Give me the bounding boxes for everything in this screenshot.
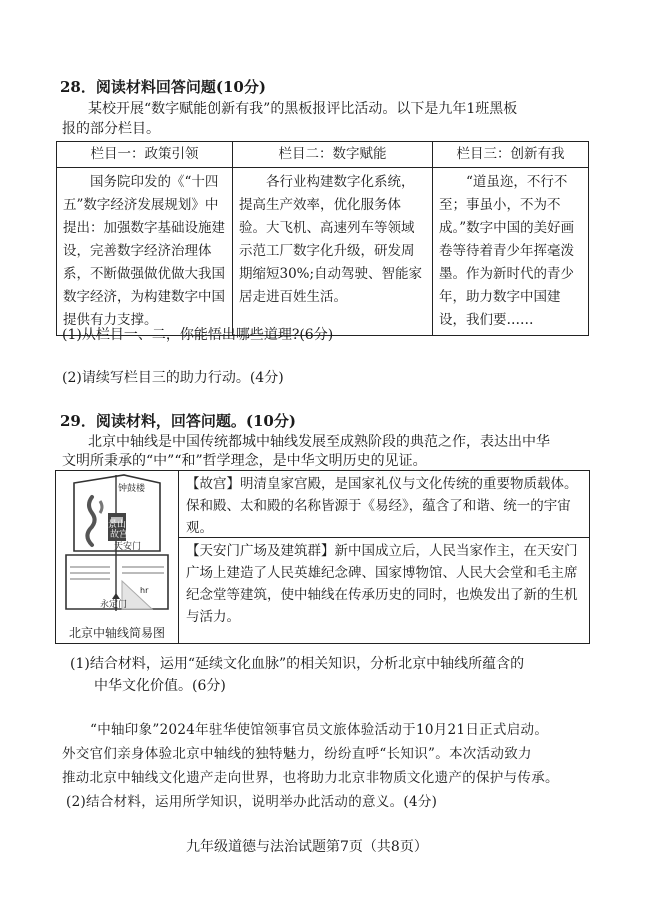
column-header-digital: 栏目二：数字赋能	[233, 142, 433, 168]
q29-sub2: (2)结合材料，运用所学知识，说明举办此活动的意义。(4分)	[66, 794, 438, 810]
q29-sub1-line1: (1)结合材料，运用“延续文化血脉”的相关知识，分析北京中轴线所蕴含的	[70, 656, 525, 672]
q29-title: 29．阅读材料，回答问题。(10分)	[60, 412, 296, 430]
q29-para-line3: 推动北京中轴线文化遗产走向世界，也将助力北京非物质文化遗产的保护与传承。	[62, 770, 559, 786]
axis-map-image	[56, 471, 178, 621]
tiananmen-info	[178, 538, 589, 643]
q29-intro-line1: 北京中轴线是中国传统都城中轴线发展至成熟阶段的典范之作，表达出中华	[88, 434, 550, 450]
q28-intro-line1: 某校开展“数字赋能创新有我”的黑板报评比活动。以下是九年1班黑板	[88, 101, 518, 117]
q29-material-box	[55, 470, 590, 644]
map-caption: 北京中轴线简易图	[68, 626, 165, 640]
column-header-policy: 栏目一：政策引领	[57, 142, 233, 168]
map-label-hr: hr	[140, 586, 149, 595]
map-label-tiananmen: 天安门	[114, 542, 142, 552]
forbidden-city-text: 【故宫】明清皇家宫殿，是国家礼仪与文化传统的重要物质载体。保和殿、太和殿的名称皆源于《易经》，蕴含了和谐、统一的宇宙观。	[186, 476, 578, 536]
column-text-digital: 各行业构建数字化系统，提高生产效率，优化服务体验。大飞机、高速列车等领域示范工厂数字化升级，研发周期缩短30%;自动驾驶、智能家居走进百姓生活。	[239, 174, 423, 305]
q28-board-table	[56, 141, 589, 336]
column-text-policy: 国务院印发的《“十四五”数字经济发展规划》中提出：加强数字基础设施建设，完善数字经济治理体系，不断做强做优做大我国数字经济，为构建数字中国提供有力支撑。	[63, 174, 225, 328]
column-header-innovation: 栏目三：创新有我	[433, 142, 589, 168]
map-label-drum-tower: 钟鼓楼	[118, 484, 146, 494]
column-text-innovation: “道虽迩，不行不至；事虽小，不为不成。”数字中国的美好画卷等待着青少年挥毫泼墨。作为新时代的青少年，助力数字中国建设，我们要……	[439, 174, 575, 328]
tiananmen-text: 【天安门广场及建筑群】新中国成立后，人民当家作主，在天安门广场上建造了人民英雄纪念碑、国家博物馆、人民大会堂和毛主席纪念堂等建筑，使中轴线在传承历史的同时，也焕发出了新的生机与活力。	[186, 543, 578, 625]
axis-map	[56, 471, 179, 643]
q28-title: 28．阅读材料回答问题(10分)	[60, 78, 266, 96]
forbidden-city-info	[178, 471, 589, 538]
map-label-yongdingmen: 永定门	[100, 600, 128, 610]
q29-para-line2: 外交官们亲身体验北京中轴线的独特魅力，纷纷直呼“长知识”。本次活动致力	[62, 746, 532, 762]
q29-sub1-line2: 中华文化价值。(6分)	[94, 678, 226, 694]
page-footer: 九年级道德与法治试题第7页（共8页）	[186, 839, 428, 855]
q28-sub2: (2)请续写栏目三的助力行动。(4分)	[62, 370, 284, 386]
q28-sub1: (1)从栏目一、二，你能悟出哪些道理?(6分)	[62, 327, 334, 343]
q28-intro-line2: 报的部分栏目。	[62, 121, 160, 137]
map-label-jingshan: 景山	[108, 520, 127, 530]
q29-para-line1: “中轴印象”2024年驻华使馆领事官员文旅体验活动于10月21日正式启动。	[90, 722, 549, 738]
map-label-palace: 故宫	[110, 530, 129, 540]
q29-intro-line2: 文明所秉承的“中”“和”哲学理念，是中华文明历史的见证。	[62, 453, 427, 469]
